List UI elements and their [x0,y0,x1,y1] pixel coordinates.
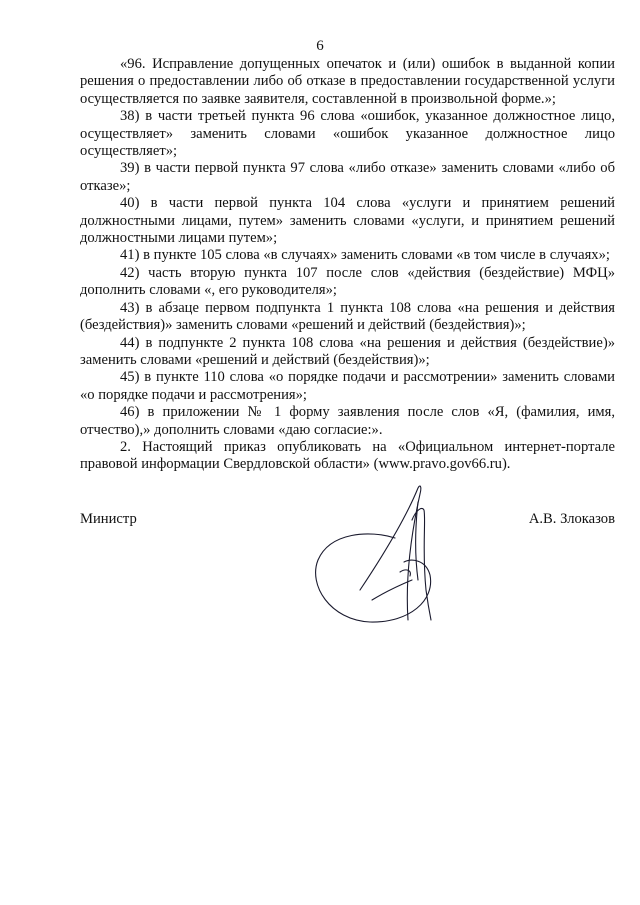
paragraph-item-40: 40) в части первой пункта 104 слова «услуги и принятием решений должностными лицами, путем» заменить словами «услуги, и принятием решений должностными лицами путем»; [80,195,615,247]
paragraph-item-44: 44) в подпункте 2 пункта 108 слова «на решения и действия (бездействие)» заменить словами «решений и действий (бездействия)»; [80,334,615,368]
paragraph-item-38: 38) в части третьей пункта 96 слова «ошибок, указанное должностное лицо, осуществляет» заменить словами «ошибок указанное должностное лицо осуществляет»; [80,108,615,160]
paragraph-item-39: 39) в части первой пункта 97 слова «либо отказе» заменить словами «либо об отказе»; [80,160,615,194]
handwritten-signature [300,480,460,630]
paragraph-item-45: 45) в пункте 110 слова «о порядке подачи и рассмотрении» заменить словами «о порядке подачи и рассмотрения»; [80,369,615,403]
paragraph-item-96: «96. Исправление допущенных опечаток и (или) ошибок в выданной копии решения о предоставлении либо об отказе в предоставлении государственной услуги осуществляется по заявке заявителя, составленной в произвольной форме.»; [80,56,615,107]
paragraph-item-42: 42) часть вторую пункта 107 после слов «действия (бездействие) МФЦ» дополнить словами «, его руководителя»; [80,264,615,299]
document-body [80,56,615,474]
signatory-name: А.В. Злоказов [528,511,615,527]
paragraph-item-43: 43) в абзаце первом подпункта 1 пункта 108 слова «на решения и действия (бездействия)» заменить словами «решений и действий (бездействия)»; [80,299,615,334]
paragraph-publication-clause: 2. Настоящий приказ опубликовать на «Официальном интернет-портале правовой информации Свердловской области» (www.pravo.gov66.ru). [80,438,615,473]
paragraph-item-46: 46) в приложении № 1 форму заявления после слов «Я, (фамилия, имя, отчество),» дополнить словами «даю согласие:». [80,404,615,438]
paragraph-item-41: 41) в пункте 105 слова «в случаях» заменить словами «в том числе в случаях»; [120,247,610,264]
page-number: 6 [316,38,324,54]
signatory-position: Министр [80,511,137,527]
